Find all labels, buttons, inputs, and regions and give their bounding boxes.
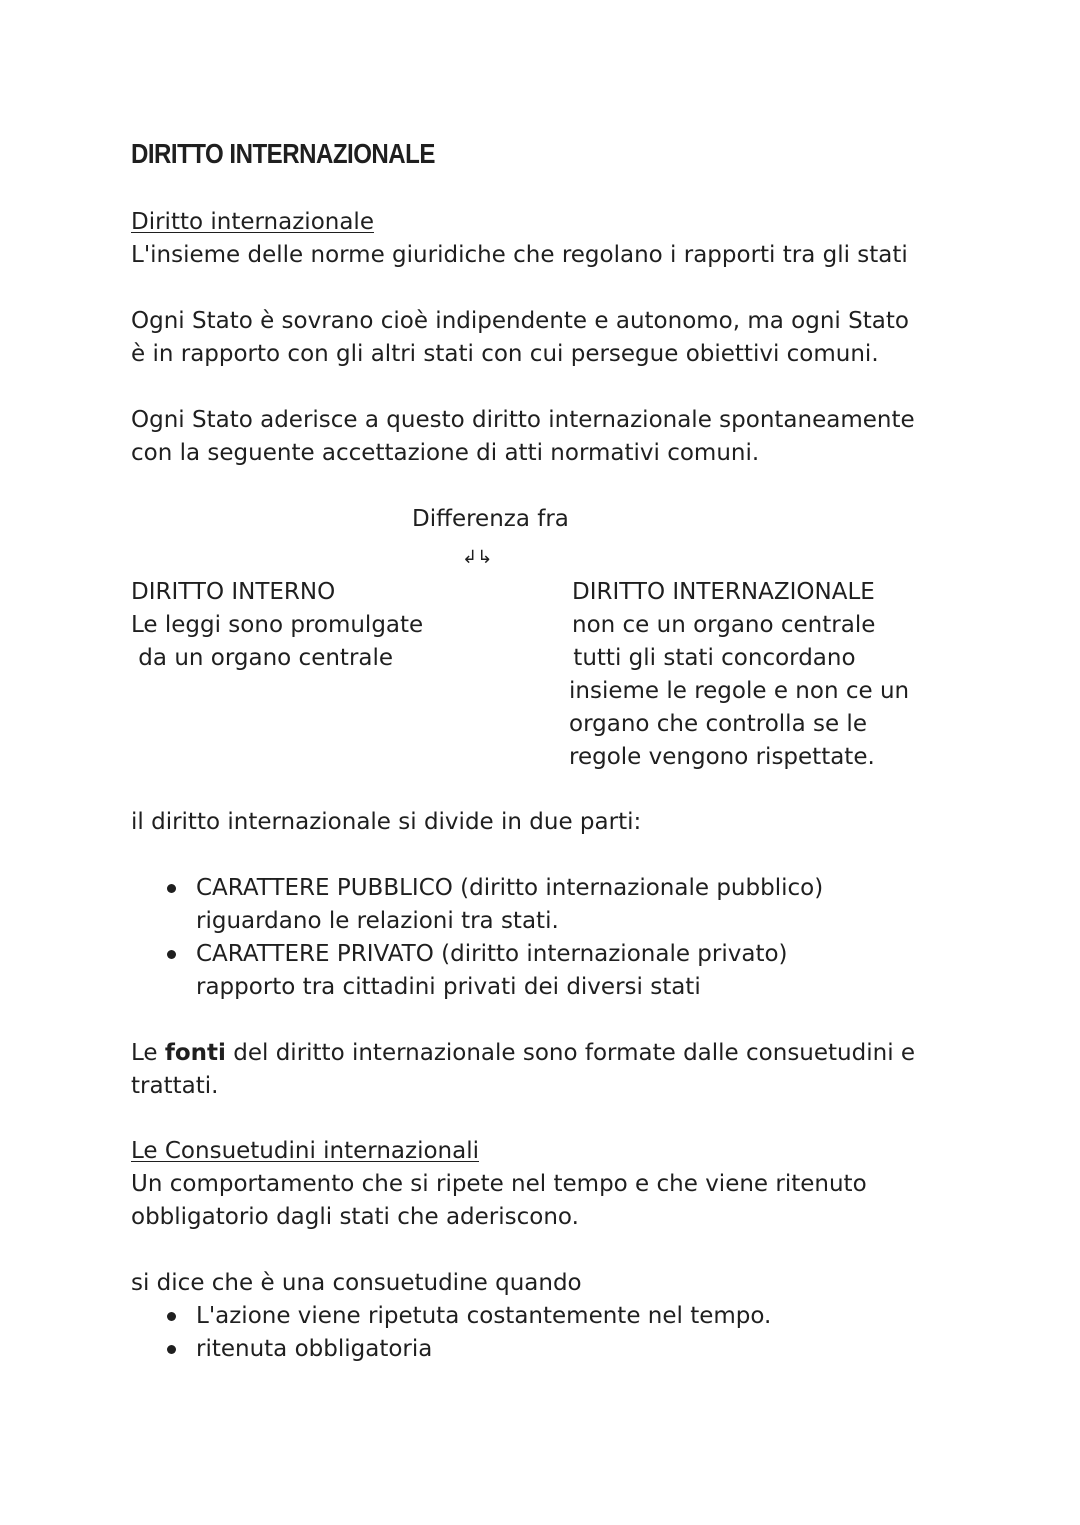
left-column-line-1: Le leggi sono promulgate	[131, 612, 424, 638]
customs-line-1: Un comportamento che si ripete nel tempo e che viene ritenuto	[131, 1171, 867, 1197]
right-column-line-5: regole vengono rispettate.	[569, 744, 875, 770]
paragraph-adherence-line-1: Ogni Stato aderisce a questo diritto internazionale spontaneamente	[131, 407, 915, 433]
right-column-line-3: insieme le regole e non ce un	[569, 678, 910, 704]
paragraph-sovereignty-line-1: Ogni Stato è sovrano cioè indipendente e autonomo, ma ogni Stato	[131, 308, 909, 334]
division-intro: il diritto internazionale si divide in due parti:	[131, 809, 642, 835]
page-title: DIRITTO INTERNAZIONALE	[131, 138, 435, 169]
customs-line-2: obbligatorio dagli stati che aderiscono.	[131, 1204, 579, 1230]
bullet-icon	[167, 1312, 176, 1321]
left-column-title: DIRITTO INTERNO	[131, 579, 336, 605]
sources-post-text: del diritto internazionale sono formate dalle consuetudini e	[225, 1040, 916, 1066]
sources-line-2: trattati.	[131, 1073, 219, 1099]
section-heading-consuetudini: Le Consuetudini internazionali	[131, 1138, 479, 1164]
list-item-private-line-1: CARATTERE PRIVATO (diritto internazionale privato)	[196, 941, 788, 967]
list-item-public-line-2: riguardano le relazioni tra stati.	[196, 908, 559, 934]
split-arrow-icon: ↲↳	[462, 547, 493, 568]
when-list-item-1: L'azione viene ripetuta costantemente nel tempo.	[196, 1303, 772, 1329]
sources-line-1	[131, 1037, 915, 1070]
left-column-line-2: da un organo centrale	[131, 645, 394, 671]
right-column-line-1: non ce un organo centrale	[572, 612, 876, 638]
comparison-heading: Differenza fra	[412, 506, 569, 532]
paragraph-sovereignty-line-2: è in rapporto con gli altri stati con cui persegue obiettivi comuni.	[131, 341, 879, 367]
bullet-icon	[167, 1345, 176, 1354]
paragraph-adherence-line-2: con la seguente accettazione di atti normativi comuni.	[131, 440, 760, 466]
sources-bold-keyword: fonti	[164, 1040, 226, 1066]
bullet-icon	[167, 884, 176, 893]
list-item-public-line-1: CARATTERE PUBBLICO (diritto internazionale pubblico)	[196, 875, 824, 901]
right-column-title: DIRITTO INTERNAZIONALE	[572, 579, 875, 605]
definition-text: L'insieme delle norme giuridiche che regolano i rapporti tra gli stati	[131, 242, 908, 268]
when-intro: si dice che è una consuetudine quando	[131, 1270, 582, 1296]
list-item-private-line-2: rapporto tra cittadini privati dei diversi stati	[196, 974, 701, 1000]
section-heading-diritto-internazionale: Diritto internazionale	[131, 209, 374, 235]
sources-pre-text: Le	[131, 1040, 165, 1066]
right-column-line-4: organo che controlla se le	[569, 711, 867, 737]
when-list-item-2: ritenuta obbligatoria	[196, 1336, 433, 1362]
right-column-line-2: tutti gli stati concordano	[566, 645, 856, 671]
bullet-icon	[167, 950, 176, 959]
